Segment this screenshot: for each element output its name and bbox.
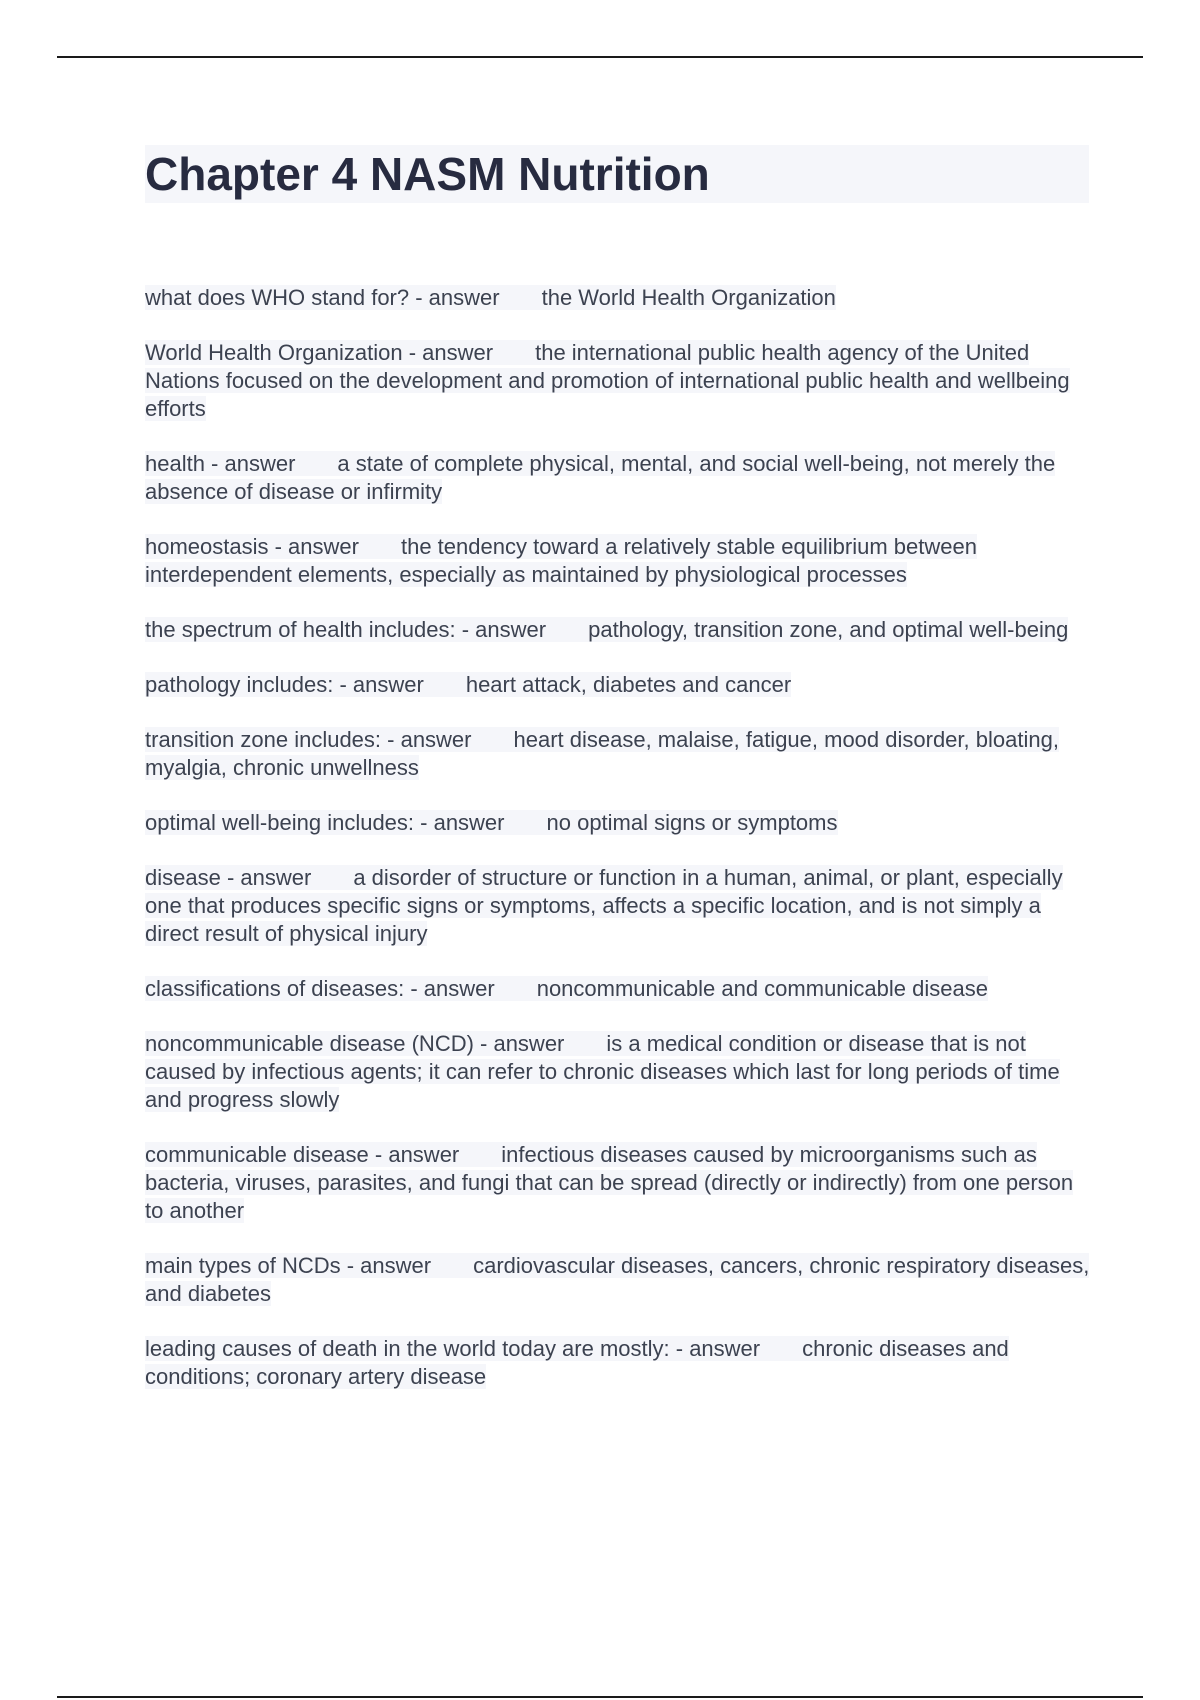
flashcard xyxy=(145,533,1095,589)
flashcard xyxy=(145,864,1095,948)
flashcard-term: the spectrum of health includes: - answer xyxy=(145,617,547,642)
flashcard xyxy=(145,1335,1095,1391)
flashcard xyxy=(145,1030,1095,1114)
flashcard xyxy=(145,616,1095,644)
flashcard-list xyxy=(145,284,1095,1418)
flashcard-term: disease - answer xyxy=(145,865,312,890)
flashcard xyxy=(145,1141,1095,1225)
flashcard-definition: noncommunicable and communicable disease xyxy=(536,976,988,1001)
flashcard-term: homeostasis - answer xyxy=(145,534,359,559)
flashcard-definition: the international public health agency of the United Nations focused on the development and promotion of international public health and wellbeing efforts xyxy=(145,340,1070,421)
flashcard-definition: a state of complete physical, mental, and social well-being, not merely the absence of disease or infirmity xyxy=(145,451,1056,504)
flashcard-term: pathology includes: - answer xyxy=(145,672,424,697)
flashcard xyxy=(145,726,1095,782)
flashcard xyxy=(145,450,1095,506)
flashcard-definition: no optimal signs or symptoms xyxy=(546,810,838,835)
flashcard-term: health - answer xyxy=(145,451,296,476)
flashcard-definition: cardiovascular diseases, cancers, chronic respiratory diseases, and diabetes xyxy=(145,1253,1090,1306)
flashcard-definition: pathology, transition zone, and optimal well-being xyxy=(588,617,1069,642)
page-title: Chapter 4 NASM Nutrition xyxy=(145,145,1089,203)
flashcard xyxy=(145,671,1095,699)
flashcard-definition: the World Health Organization xyxy=(541,285,836,310)
flashcard-term: World Health Organization - answer xyxy=(145,340,494,365)
flashcard-term: transition zone includes: - answer xyxy=(145,727,472,752)
flashcard-definition: chronic diseases and conditions; coronary artery disease xyxy=(145,1336,1009,1389)
flashcard-definition: heart attack, diabetes and cancer xyxy=(465,672,792,697)
flashcard-definition: the tendency toward a relatively stable equilibrium between interdependent elements, especially as maintained by physiological processes xyxy=(145,534,977,587)
top-rule xyxy=(57,56,1143,58)
flashcard-term: noncommunicable disease (NCD) - answer xyxy=(145,1031,565,1056)
flashcard xyxy=(145,809,1095,837)
flashcard-term: leading causes of death in the world today are mostly: - answer xyxy=(145,1336,761,1361)
flashcard xyxy=(145,339,1095,423)
flashcard-definition: is a medical condition or disease that is not caused by infectious agents; it can refer to chronic diseases which last for long periods of time and progress slowly xyxy=(145,1031,1060,1112)
flashcard xyxy=(145,284,1095,312)
flashcard xyxy=(145,1252,1095,1308)
flashcard-term: what does WHO stand for? - answer xyxy=(145,285,500,310)
flashcard-term: main types of NCDs - answer xyxy=(145,1253,432,1278)
bottom-rule xyxy=(57,1696,1143,1698)
flashcard-definition: infectious diseases caused by microorganisms such as bacteria, viruses, parasites, and fungi that can be spread (directly or indirectly) from one person to another xyxy=(145,1142,1074,1223)
flashcard-term: classifications of diseases: - answer xyxy=(145,976,495,1001)
flashcard-term: optimal well-being includes: - answer xyxy=(145,810,505,835)
flashcard-definition: a disorder of structure or function in a human, animal, or plant, especially one that produces specific signs or symptoms, affects a specific location, and is not simply a direct result of physical injury xyxy=(145,865,1063,946)
flashcard-definition: heart disease, malaise, fatigue, mood disorder, bloating, myalgia, chronic unwellness xyxy=(145,727,1059,780)
flashcard-term: communicable disease - answer xyxy=(145,1142,460,1167)
flashcard xyxy=(145,975,1095,1003)
